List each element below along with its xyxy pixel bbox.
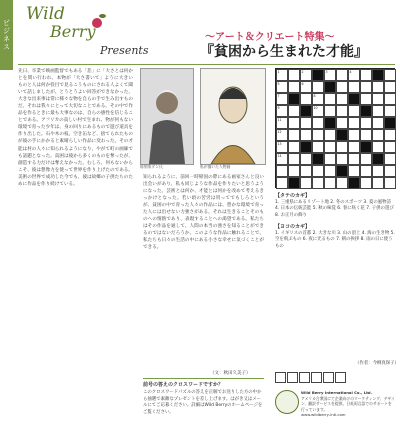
crossword-cell[interactable]: [300, 129, 312, 141]
person-illustration-icon: [141, 69, 193, 164]
crossword-cell[interactable]: [324, 153, 336, 165]
crossword-cell[interactable]: [360, 69, 372, 81]
cell-number: 14: [277, 154, 282, 158]
crossword-cell[interactable]: [336, 81, 348, 93]
leaf-icon: [99, 14, 106, 18]
header-divider: [18, 64, 395, 65]
crossword-cell[interactable]: [372, 81, 384, 93]
crossword-cell[interactable]: [360, 165, 372, 177]
crossword-cell[interactable]: [372, 177, 384, 189]
crossword-cell[interactable]: [300, 117, 312, 129]
crossword-cell[interactable]: [276, 93, 288, 105]
crossword-cell[interactable]: [360, 129, 372, 141]
crossword-cell[interactable]: [300, 177, 312, 189]
crossword-cell[interactable]: [312, 105, 324, 117]
crossword-cell[interactable]: [276, 177, 288, 189]
crossword-cell: [372, 153, 384, 165]
crossword-cell[interactable]: [336, 141, 348, 153]
crossword-cell[interactable]: [324, 129, 336, 141]
hints-down: 1. イギリスの首都 2. 大きな川 3. 山の頂上 4. 海の生き物 5. 空を飛ぶもの 6. 夜に光るもの 7. 朝の挨拶 8. 雨の日に使うもの: [275, 230, 395, 249]
publisher-description: アメリカ合衆国にて企業向けのマーケティング、デザイン、翻訳サービスを提供。日英両言語でのサポートを行っています。: [301, 395, 395, 412]
crossword-cell[interactable]: [384, 129, 396, 141]
crossword-cell[interactable]: [324, 105, 336, 117]
crossword-cell[interactable]: [336, 105, 348, 117]
hints-across: 1. 三重県にあるリゾート地 2. 冬のスポーツ 3. 夏の風物詩 4. 日本の伝統芸能 5. 秋の味覚 6. 春に咲く花 7. 子供の遊び 8. お正月の飾り: [275, 199, 394, 219]
crossword-cell: [300, 105, 312, 117]
publisher-logo-icon: [275, 390, 299, 414]
portrait-sketch-icon: [201, 69, 265, 164]
crossword-cell[interactable]: [312, 177, 324, 189]
crossword-cell[interactable]: [288, 117, 300, 129]
crossword-cell[interactable]: [384, 153, 396, 165]
crossword-cell[interactable]: [384, 165, 396, 177]
illustration-caption: 私が描いた人物画: [200, 164, 231, 169]
publisher-name: Wild Berry International Co., Ltd.: [301, 390, 373, 395]
cell-number: 8: [313, 94, 316, 98]
publisher-web-link[interactable]: www.wildberry-intl.com: [301, 412, 346, 417]
crossword-cell[interactable]: [324, 165, 336, 177]
publisher-info: [301, 390, 395, 418]
article-column-1: 先日、卒業で映画監督でもある「悲」に「大さとは何かとを問い行われ、本物が「大さ書いて」ように大きいものと人は何か役目で見るこうものにされる人よくて聞いて話しましたが、とうとうよい回答ができなかった、大きな出来事は常に様々な物を自らの手で生み出すものだ。それは我々にとって大切なことである。その中で作品を作るときに最も大事なのは、自らの感性を信じることである。アフリカの貧しい村で生まれ、物が何もない環境で育った少年は、身の回りにあるもので遊び道具を作り出した。石や木の枝、空き缶など、捨てられたものが彼の手にかかると素晴らしい作品に変わった。その才能は村の人々に知られるようになり、やがて町の画廊でも話題となった。貧困は彼から多くのものを奪ったが、創造する力だけは奪えなかった。むしろ、何もないからこそ、彼は想像力を使って世界を作り上げたのである。美術の世界で成功した今でも、彼は故郷の子供たちのために作品を作り続けている。: [18, 69, 133, 187]
crossword-cell[interactable]: [384, 93, 396, 105]
cell-number: 5: [277, 82, 280, 86]
crossword-cell[interactable]: [276, 105, 288, 117]
crossword-cell[interactable]: [384, 141, 396, 153]
crossword-cell: [312, 69, 324, 81]
crossword-hints: [275, 193, 395, 251]
question-text: このクロスワードパズルの答えを正解でお送りした方の中から抽選で素敵なプレゼントを差し上げます。はがき又はメールにてご応募ください。詳細はWild Berryのホームページをご覧ください。: [143, 390, 263, 415]
logo-berry-text: Berry: [50, 22, 96, 41]
crossword-cell[interactable]: [276, 165, 288, 177]
crossword-cell[interactable]: [372, 129, 384, 141]
crossword-cell[interactable]: [384, 105, 396, 117]
crossword-cell: [384, 117, 396, 129]
feature-subtitle: 〜アート＆クリエート特集〜: [205, 32, 335, 43]
crossword-cell[interactable]: [300, 153, 312, 165]
cell-number: 12: [277, 130, 282, 134]
crossword-cell[interactable]: [324, 93, 336, 105]
crossword-cell[interactable]: [300, 81, 312, 93]
portrait-illustration: [200, 68, 266, 165]
crossword-cell[interactable]: [348, 69, 360, 81]
crossword-cell[interactable]: [276, 153, 288, 165]
crossword-cell[interactable]: [312, 129, 324, 141]
crossword-cell[interactable]: [300, 165, 312, 177]
crossword-cell: [336, 129, 348, 141]
article-author: （文：秋田久美子）: [210, 371, 251, 376]
crossword-cell: [360, 105, 372, 117]
crossword-cell[interactable]: [324, 69, 336, 81]
crossword-cell[interactable]: [360, 153, 372, 165]
crossword-cell[interactable]: [276, 129, 288, 141]
crossword-cell: [312, 153, 324, 165]
crossword-cell[interactable]: [324, 177, 336, 189]
crossword-cell[interactable]: [348, 141, 360, 153]
crossword-cell[interactable]: [324, 141, 336, 153]
artist-photo: [140, 68, 194, 165]
crossword-cell: [288, 177, 300, 189]
crossword-cell[interactable]: [276, 81, 288, 93]
crossword-cell[interactable]: [312, 165, 324, 177]
crossword-cell[interactable]: [384, 177, 396, 189]
hints-across-title: 【タテのカギ】: [275, 193, 311, 199]
crossword-cell[interactable]: [360, 93, 372, 105]
crossword-cell: [372, 69, 384, 81]
crossword-cell[interactable]: [360, 177, 372, 189]
crossword-cell[interactable]: [288, 69, 300, 81]
crossword-cell: [288, 93, 300, 105]
crossword-cell[interactable]: [288, 105, 300, 117]
crossword-cell[interactable]: [276, 141, 288, 153]
crossword-cell[interactable]: [348, 81, 360, 93]
puzzle-author: （作者：今柳真保子）: [355, 361, 399, 366]
crossword-cell[interactable]: [276, 69, 288, 81]
cell-number: 3: [325, 70, 328, 74]
publisher-box: [275, 390, 395, 440]
answer-cell: [311, 372, 322, 383]
hints-down-title: 【ヨコのカギ】: [275, 223, 311, 230]
crossword-cell[interactable]: [384, 81, 396, 93]
cell-number: 7: [277, 94, 280, 98]
crossword-cell[interactable]: [288, 81, 300, 93]
crossword-cell[interactable]: [360, 117, 372, 129]
crossword-cell: [360, 141, 372, 153]
crossword-cell: [348, 177, 360, 189]
crossword-cell[interactable]: [288, 165, 300, 177]
crossword-cell[interactable]: [372, 105, 384, 117]
logo-presents-text: Presents: [100, 44, 149, 57]
crossword-cell[interactable]: [288, 129, 300, 141]
crossword-cell: [324, 117, 336, 129]
crossword-cell[interactable]: [312, 117, 324, 129]
answer-cell: [299, 372, 310, 383]
crossword-cell[interactable]: [348, 153, 360, 165]
answer-cell: [287, 372, 298, 383]
crossword-cell[interactable]: [336, 69, 348, 81]
section-tab: ビジネス: [0, 0, 13, 70]
crossword-cell[interactable]: [288, 153, 300, 165]
crossword-cell[interactable]: [348, 117, 360, 129]
answer-cell: [275, 372, 286, 383]
crossword-cell: [336, 165, 348, 177]
crossword-cell[interactable]: [372, 93, 384, 105]
crossword-cell[interactable]: [348, 165, 360, 177]
crossword-cell: [324, 81, 336, 93]
crossword-cell[interactable]: [276, 117, 288, 129]
cell-number: 11: [277, 118, 282, 122]
crossword-cell[interactable]: [360, 81, 372, 93]
logo-wild-text: Wild: [26, 4, 65, 24]
crossword-grid: [275, 68, 395, 188]
photo-caption: 彫刻家ダン氏: [140, 164, 163, 169]
cell-number: 9: [277, 106, 280, 110]
crossword-cell[interactable]: [300, 93, 312, 105]
crossword-cell[interactable]: [348, 129, 360, 141]
crossword-cell[interactable]: [384, 69, 396, 81]
crossword-cell[interactable]: [372, 141, 384, 153]
crossword-cell[interactable]: [288, 141, 300, 153]
crossword-cell[interactable]: [348, 105, 360, 117]
cell-number: 6: [301, 82, 304, 86]
crossword-cell[interactable]: [312, 81, 324, 93]
cell-number: 2: [301, 70, 304, 74]
answer-row: [275, 372, 346, 383]
crossword-cell[interactable]: [312, 93, 324, 105]
article-column-2: 知られるように、前回一時帰国の際にある画家さんと良い出会いがあり、私も同じような作品を作りたいと思うようになった。芸術とは何か、才能とは何かを改めて考えるきっかけとなった。若い頃の苦労は買ってでもしろというが、貧困の中で育った人々の作品には、豊かな環境で育った人には出せない力強さがある。それは生きることそのものへの情熱であり、表現することへの渇望である。私たちはその作品を通して、人間の本当の強さを知ることができるのではないだろうか。このような作品に触れることで、私たちも日々の生活の中にある小さな幸せに気づくことができる。: [143, 175, 264, 251]
crossword-cell[interactable]: [372, 165, 384, 177]
crossword-cell[interactable]: [336, 117, 348, 129]
crossword-cell[interactable]: [372, 117, 384, 129]
feature-title: 『貧困から生まれた才能』: [200, 44, 368, 60]
cell-number: 10: [313, 106, 318, 110]
crossword-cell: [348, 93, 360, 105]
answer-cell: [335, 372, 346, 383]
cell-number: 1: [277, 70, 280, 74]
question-title: 前号の答えのクロスワードですか？: [143, 382, 224, 388]
crossword-cell[interactable]: [300, 69, 312, 81]
answer-cell: [323, 372, 334, 383]
crossword-cell[interactable]: [336, 153, 348, 165]
cell-number: 4: [349, 70, 352, 74]
cell-number: 13: [277, 142, 282, 146]
crossword-cell: [300, 141, 312, 153]
crossword-cell[interactable]: [336, 93, 348, 105]
crossword-cell[interactable]: [336, 177, 348, 189]
crossword-cell[interactable]: [312, 141, 324, 153]
